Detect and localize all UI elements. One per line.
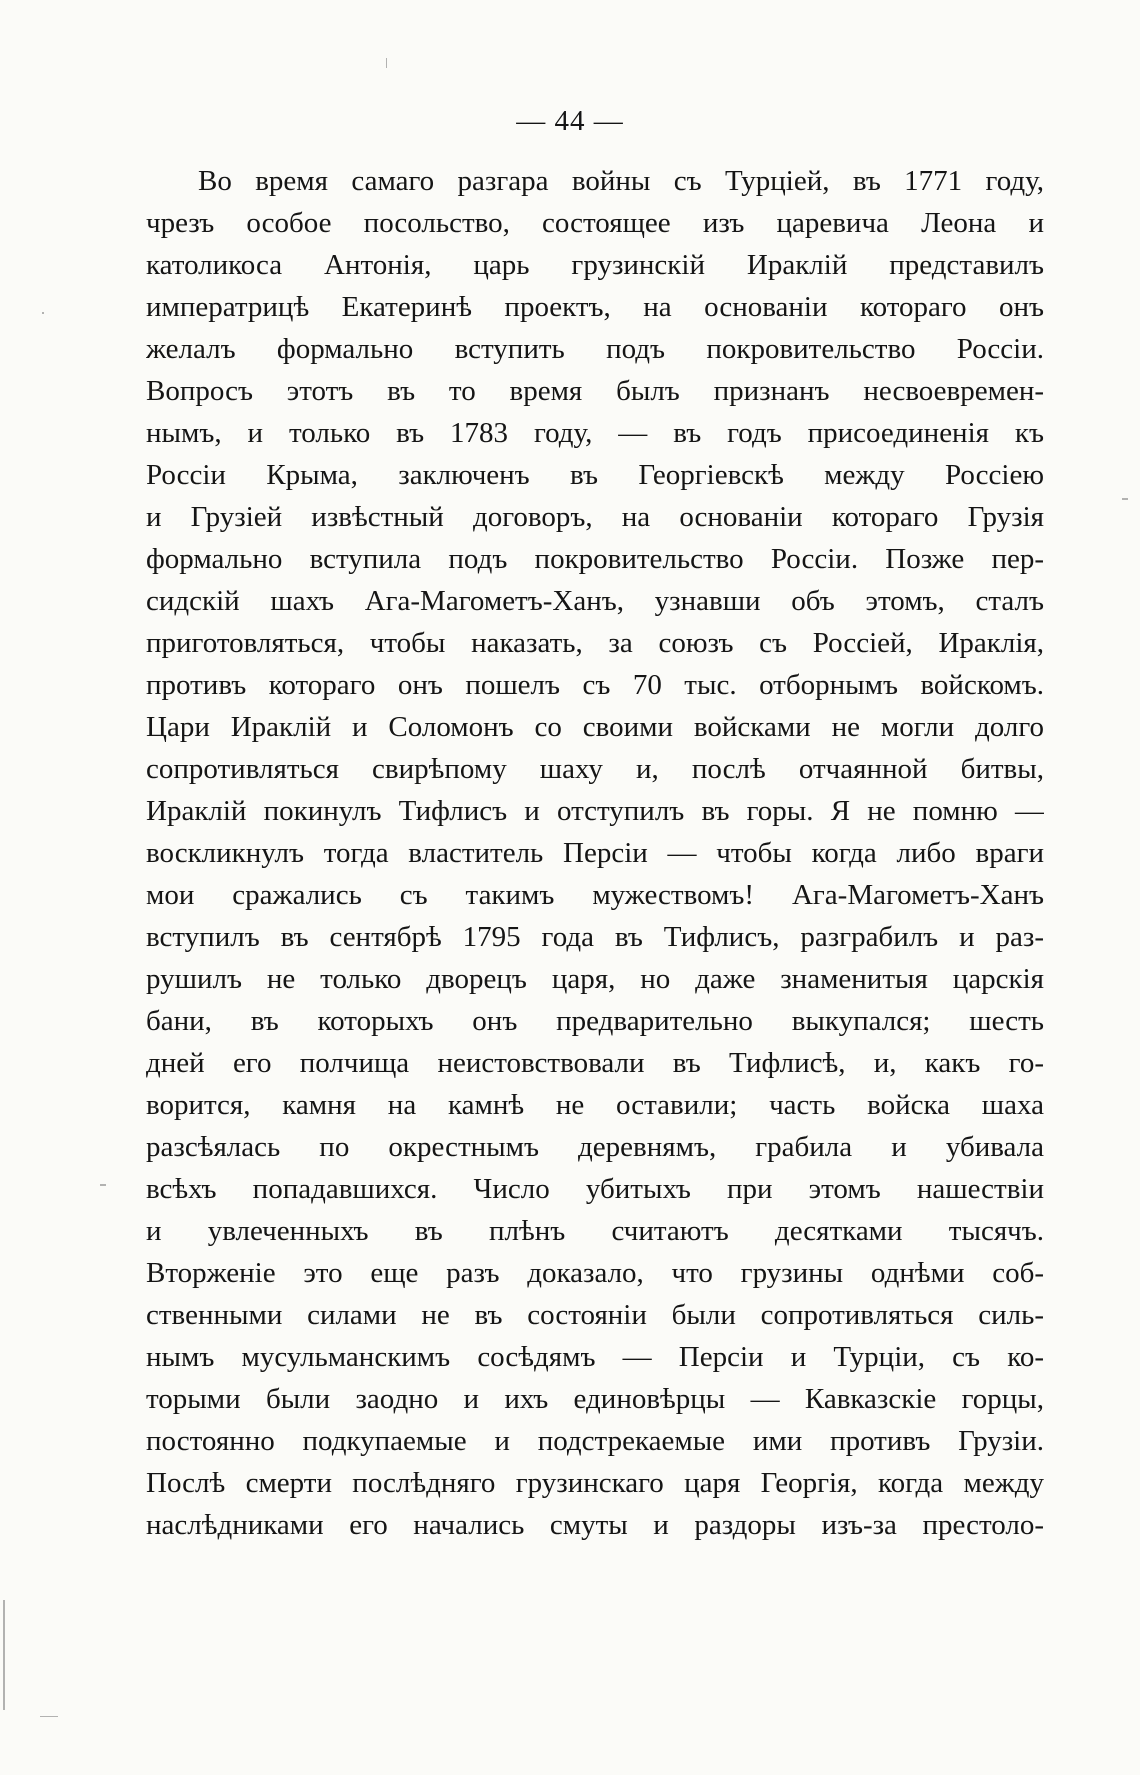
text-line-25: всѣхъ попадавшихся. Число убитыхъ при этомъ нашествіи (146, 1173, 1044, 1205)
text-line-30: торыми были заодно и ихъ единовѣрцы — Кавказскіе горцы, (146, 1383, 1044, 1415)
text-line-23: ворится, камня на камнѣ не оставили; часть войска шаха (146, 1089, 1044, 1121)
text-line-21: бани, въ которыхъ онъ предварительно выкупался; шесть (146, 1005, 1044, 1037)
text-line-28: ственными силами не въ состояніи были сопротивляться силь- (146, 1299, 1044, 1331)
text-line-27: Вторженіе это еще разъ доказало, что грузины однѣми соб- (146, 1257, 1044, 1289)
text-line-20: рушилъ не только дворецъ царя, но даже знаменитыя царскія (146, 963, 1044, 995)
text-line-18: мои сражались съ такимъ мужествомъ! Ага-Магометъ-Ханъ (146, 879, 1044, 911)
text-line-31: постоянно подкупаемые и подстрекаемые ими противъ Грузіи. (146, 1425, 1044, 1457)
page-number: — 44 — (516, 105, 624, 137)
text-line-26: и увлеченныхъ въ плѣнъ считаютъ десятками тысячъ. (146, 1215, 1044, 1247)
text-line-19: вступилъ въ сентябрѣ 1795 года въ Тифлисъ, разграбилъ и раз- (146, 921, 1044, 953)
text-line-32: Послѣ смерти послѣдняго грузинскаго царя Георгія, когда между (146, 1467, 1044, 1499)
right-margin-mark (1122, 498, 1128, 500)
text-line-10: формально вступила подъ покровительство Россіи. Позже пер- (146, 543, 1044, 575)
text-line-29: нымъ мусульманскимъ сосѣдямъ — Персіи и Турціи, съ ко- (146, 1341, 1044, 1373)
text-line-14: Цари Ираклій и Соломонъ со своими войсками не могли долго (146, 711, 1044, 743)
text-line-24: разсѣялась по окрестнымъ деревнямъ, грабила и убивала (146, 1131, 1044, 1163)
text-line-17: воскликнулъ тогда властитель Персіи — чтобы когда либо враги (146, 837, 1044, 869)
text-line-2: чрезъ особое посольство, состоящее изъ царевича Леона и (146, 207, 1044, 239)
text-line-7: нымъ, и только въ 1783 году, — въ годъ присоединенія къ (146, 417, 1044, 449)
text-line-15: сопротивляться свирѣпому шаху и, послѣ отчаянной битвы, (146, 753, 1044, 785)
bottom-left-margin-mark (40, 1716, 58, 1717)
text-line-9: и Грузіей извѣстный договоръ, на основаніи котораго Грузія (146, 501, 1044, 533)
left-margin-mark (100, 1184, 106, 1186)
left-margin-mark (42, 312, 44, 314)
left-margin-mark (3, 1600, 5, 1710)
text-line-3: католикоса Антонія, царь грузинскій Ираклій представилъ (146, 249, 1044, 281)
text-line-4: императрицѣ Екатеринѣ проектъ, на основаніи котораго онъ (146, 291, 1044, 323)
text-line-5: желалъ формально вступить подъ покровительство Россіи. (146, 333, 1044, 365)
text-line-6: Вопросъ этотъ въ то время былъ признанъ несвоевремен- (146, 375, 1044, 407)
text-line-16: Ираклій покинулъ Тифлисъ и отступилъ въ горы. Я не помню — (146, 795, 1044, 827)
body-text (146, 160, 1044, 1546)
text-line-1: Во время самаго разгара войны съ Турціей, въ 1771 году, (198, 165, 1044, 197)
text-line-22: дней его полчища неистовствовали въ Тифлисѣ, и, какъ го- (146, 1047, 1044, 1079)
text-line-8: Россіи Крыма, заключенъ въ Георгіевскѣ между Россіею (146, 459, 1044, 491)
text-line-33: наслѣдниками его начались смуты и раздоры изъ-за престоло- (146, 1509, 1044, 1541)
text-line-12: приготовляться, чтобы наказать, за союзъ съ Россіей, Ираклія, (146, 627, 1044, 659)
top-margin-mark (386, 58, 387, 68)
text-line-11: сидскій шахъ Ага-Магометъ-Ханъ, узнавши объ этомъ, сталъ (146, 585, 1044, 617)
text-line-13: противъ котораго онъ пошелъ съ 70 тыс. отборнымъ войскомъ. (146, 669, 1044, 701)
